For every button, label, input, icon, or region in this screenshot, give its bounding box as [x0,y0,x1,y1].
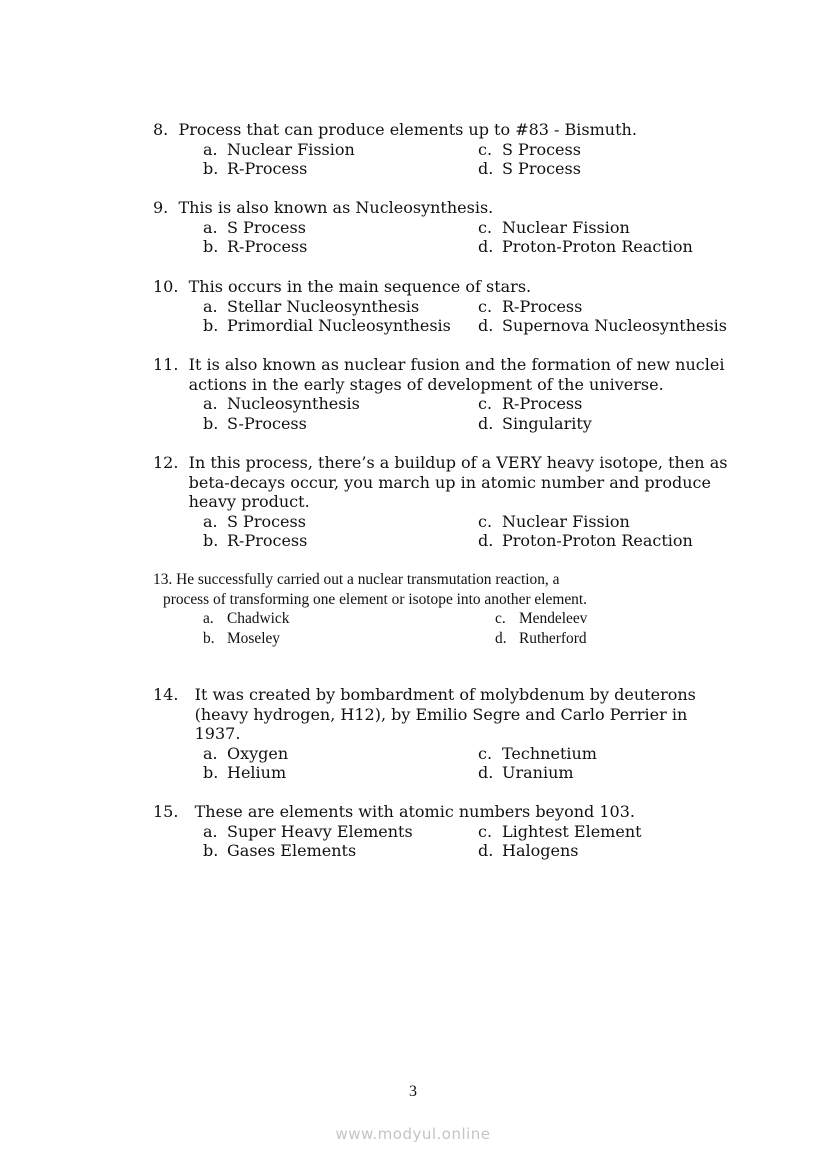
page-number: 3 [409,1083,417,1100]
choice-list [203,297,793,336]
choice-text: Chadwick [227,610,290,628]
choice-text: Nucleosynthesis [227,394,360,414]
choice-text: Technetium [502,743,597,763]
choice-d[interactable] [478,414,753,434]
question-number: 12. [153,453,179,472]
choice-c[interactable] [478,394,753,414]
question-stem [153,277,793,297]
choice-letter: b. [203,413,219,433]
choice-text: Uranium [502,763,574,783]
choice-text: Nuclear Fission [502,511,630,531]
question-text-first-line: He successfully carried out a nuclear transmutation reaction, a [176,571,560,588]
choice-text: Mendeleev [519,610,588,628]
choice-b[interactable] [203,159,478,179]
choice-b[interactable] [203,841,478,861]
choice-b[interactable] [203,763,478,783]
question-text: These are elements with atomic numbers beyond 103. [194,802,635,821]
choice-list [203,140,793,179]
choice-text: Moseley [227,629,281,647]
choice-c[interactable] [495,609,623,629]
choice-letter: a. [203,296,218,316]
choice-text: R-Process [502,394,583,414]
choice-letter: d. [478,763,494,783]
question-number: 15. [153,802,179,821]
choice-c[interactable] [478,297,793,317]
question-9 [153,198,793,257]
choice-list [203,218,793,257]
choice-letter: b. [203,531,219,551]
choice-letter: d. [478,237,494,257]
choice-text: Super Heavy Elements [227,821,413,841]
choice-d[interactable] [478,841,793,861]
question-10 [153,277,793,336]
question-stem [153,120,793,140]
question-14 [153,685,713,783]
question-stem [153,570,623,609]
choice-list [203,394,753,433]
question-stem [153,802,793,822]
question-stem [153,453,733,512]
choice-text: Nuclear Fission [227,139,355,159]
choice-letter: d. [478,841,494,861]
question-number: 9. [153,198,169,217]
question-number: 14. [153,685,179,704]
choice-text: Oxygen [227,743,289,763]
question-11 [153,355,753,433]
choice-d[interactable] [478,531,733,551]
question-text: This occurs in the main sequence of stars. [188,277,532,296]
choice-letter: c. [495,610,506,628]
question-text-continued: process of transforming one element or isotope into another element. [163,590,587,608]
choice-b[interactable] [203,414,478,434]
choice-letter: b. [203,629,215,647]
choice-letter: a. [203,217,218,237]
choice-text: R-Process [227,159,308,179]
question-number: 10. [153,277,179,296]
choice-text: Primordial Nucleosynthesis [227,316,451,336]
choice-text: R-Process [227,237,308,257]
choice-text: Proton-Proton Reaction [502,531,693,551]
choice-a[interactable] [203,297,478,317]
choice-text: Gases Elements [227,841,357,861]
choice-a[interactable] [203,394,478,414]
choice-letter: a. [203,610,214,628]
choice-letter: d. [478,316,494,336]
choice-letter: c. [478,217,493,237]
question-text: It was created by bombardment of molybdenum by deuterons (heavy hydrogen, H12), by Emilio Segre and Carlo Perrier in 1937. [194,685,696,744]
question-15 [153,802,793,861]
choice-a[interactable] [203,744,478,764]
question-number: 13. [153,571,173,588]
choice-d[interactable] [478,159,793,179]
choice-letter: a. [203,821,218,841]
choice-text: S Process [227,217,306,237]
choice-text: S Process [502,159,581,179]
question-8 [153,120,793,179]
choice-list [203,744,713,783]
question-stem [153,355,753,394]
choice-list [203,512,733,551]
choice-d[interactable] [478,763,713,783]
question-text: This is also known as Nucleosynthesis. [178,198,494,217]
question-stem [153,685,713,744]
question-text: Process that can produce elements up to #83 - Bismuth. [178,120,637,139]
question-number: 11. [153,355,179,374]
choice-c[interactable] [478,744,713,764]
choice-letter: a. [203,394,218,414]
choice-b[interactable] [203,237,478,257]
choice-c[interactable] [478,140,793,160]
choice-text: Rutherford [519,629,587,647]
question-text: In this process, there’s a buildup of a VERY heavy isotope, then as beta-decays occur, you march up in atomic number and produce heavy product. [188,453,728,512]
choice-c[interactable] [478,512,733,532]
choice-letter: c. [478,511,493,531]
choice-letter: c. [478,296,493,316]
choice-c[interactable] [478,822,793,842]
choice-text: Lightest Element [502,821,642,841]
choice-text: Nuclear Fission [502,217,630,237]
choice-text: R-Process [227,531,308,551]
choice-text: Halogens [502,841,579,861]
choice-letter: c. [478,821,493,841]
choice-letter: c. [478,743,493,763]
choice-list [203,609,623,648]
choice-letter: d. [495,629,507,647]
choice-letter: a. [203,511,218,531]
question-stem [153,198,793,218]
choice-a[interactable] [203,609,495,629]
choice-b[interactable] [203,316,478,336]
question-13 [153,570,623,648]
choice-d[interactable] [495,629,623,649]
choice-text: Proton-Proton Reaction [502,237,693,257]
choice-letter: d. [478,159,494,179]
choice-letter: d. [478,413,494,433]
choice-text: S Process [227,511,306,531]
choice-text: Stellar Nucleosynthesis [227,296,420,316]
choice-list [203,822,793,861]
choice-letter: b. [203,316,219,336]
choice-a[interactable] [203,512,478,532]
choice-b[interactable] [203,629,495,649]
choice-text: R-Process [502,296,583,316]
choice-letter: c. [478,394,493,414]
choice-letter: a. [203,139,218,159]
question-12 [153,453,733,551]
choice-d[interactable] [478,316,793,336]
choice-text: Singularity [502,413,592,433]
choice-letter: b. [203,237,219,257]
choice-letter: c. [478,139,493,159]
choice-letter: b. [203,159,219,179]
choice-d[interactable] [478,237,793,257]
choice-a[interactable] [203,140,478,160]
choice-text: Supernova Nucleosynthesis [502,316,728,336]
choice-a[interactable] [203,822,478,842]
question-text: It is also known as nuclear fusion and the formation of new nuclei actions in the early stages of development of the universe. [188,355,725,394]
choice-text: S Process [502,139,581,159]
question-number: 8. [153,120,169,139]
watermark: www.modyul.online [335,1125,491,1143]
choice-letter: d. [478,531,494,551]
choice-text: Helium [227,763,287,783]
choice-letter: b. [203,841,219,861]
question-text [153,570,623,609]
choice-a[interactable] [203,218,478,238]
choice-text: S-Process [227,413,307,433]
choice-letter: b. [203,763,219,783]
choice-b[interactable] [203,531,478,551]
choice-c[interactable] [478,218,793,238]
choice-letter: a. [203,743,218,763]
